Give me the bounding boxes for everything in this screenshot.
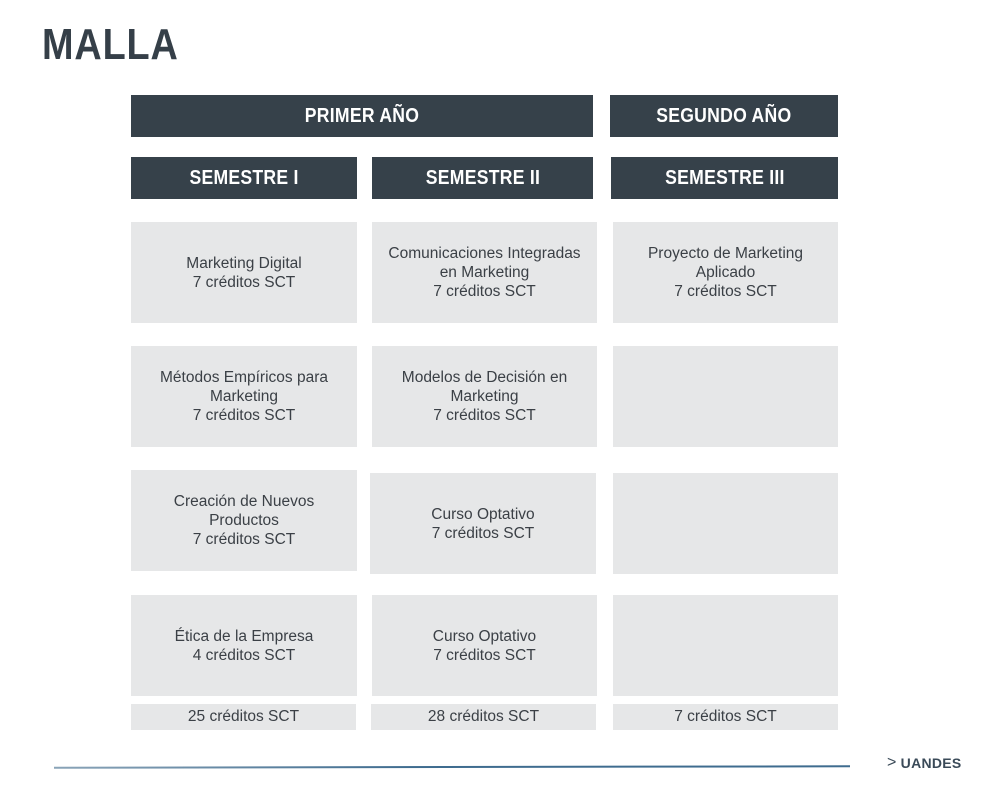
- semester-header-1: [131, 157, 357, 199]
- course-card: [131, 595, 357, 696]
- year-header-first-label: PRIMER AÑO: [304, 104, 420, 127]
- chevron-right-icon: >: [887, 754, 897, 771]
- semester-total-1: 25 créditos SCT: [131, 704, 356, 730]
- semester-header-2: [372, 157, 593, 199]
- page-title: MALLA: [42, 20, 179, 69]
- semester-header-3-label: SEMESTRE III: [664, 166, 785, 189]
- course-name: Proyecto de Marketing Aplicado: [647, 245, 804, 281]
- course-card-empty: [613, 346, 838, 447]
- course-card: [131, 346, 357, 447]
- year-header-second-label: SEGUNDO AÑO: [656, 104, 792, 127]
- course-card: [131, 222, 357, 323]
- course-card: [613, 222, 838, 323]
- course-credits: 7 créditos SCT: [192, 531, 296, 548]
- course-credits: 7 créditos SCT: [192, 407, 296, 424]
- course-name: Creación de Nuevos Productos: [173, 493, 315, 529]
- course-card: [131, 470, 357, 571]
- course-credits: 4 créditos SCT: [192, 646, 296, 664]
- course-card: [372, 595, 597, 696]
- course-name: Ética de la Empresa: [174, 627, 314, 645]
- semester-total-3: 7 créditos SCT: [613, 704, 838, 730]
- course-card: [372, 346, 597, 447]
- semester-header-2-label: SEMESTRE II: [425, 166, 540, 189]
- course-card: [372, 222, 597, 323]
- logo-text: UANDES: [900, 755, 962, 771]
- course-credits: 7 créditos SCT: [192, 273, 296, 291]
- course-name: Modelos de Decisión en Marketing: [401, 369, 568, 405]
- course-name: Marketing Digital: [186, 254, 302, 272]
- course-name: Curso Optativo: [431, 505, 535, 523]
- course-name: Curso Optativo: [432, 627, 537, 645]
- course-card: [370, 473, 596, 574]
- course-credits: 7 créditos SCT: [431, 524, 535, 542]
- course-credits: 7 créditos SCT: [433, 283, 536, 300]
- year-header-first: [131, 95, 593, 137]
- course-credits: 7 créditos SCT: [433, 646, 536, 664]
- course-credits: 7 créditos SCT: [433, 407, 536, 424]
- course-name: Comunicaciones Integradas en Marketing: [388, 245, 581, 281]
- footer-divider: [54, 765, 850, 768]
- semester-header-3: [611, 157, 838, 199]
- year-header-second: [610, 95, 838, 137]
- semester-total-2: 28 créditos SCT: [371, 704, 596, 730]
- course-credits: 7 créditos SCT: [674, 283, 777, 300]
- course-name: Métodos Empíricos para Marketing: [160, 369, 328, 405]
- semester-header-1-label: SEMESTRE I: [189, 166, 299, 189]
- course-card-empty: [613, 473, 838, 574]
- course-card-empty: [613, 595, 838, 696]
- uandes-logo: [887, 754, 962, 772]
